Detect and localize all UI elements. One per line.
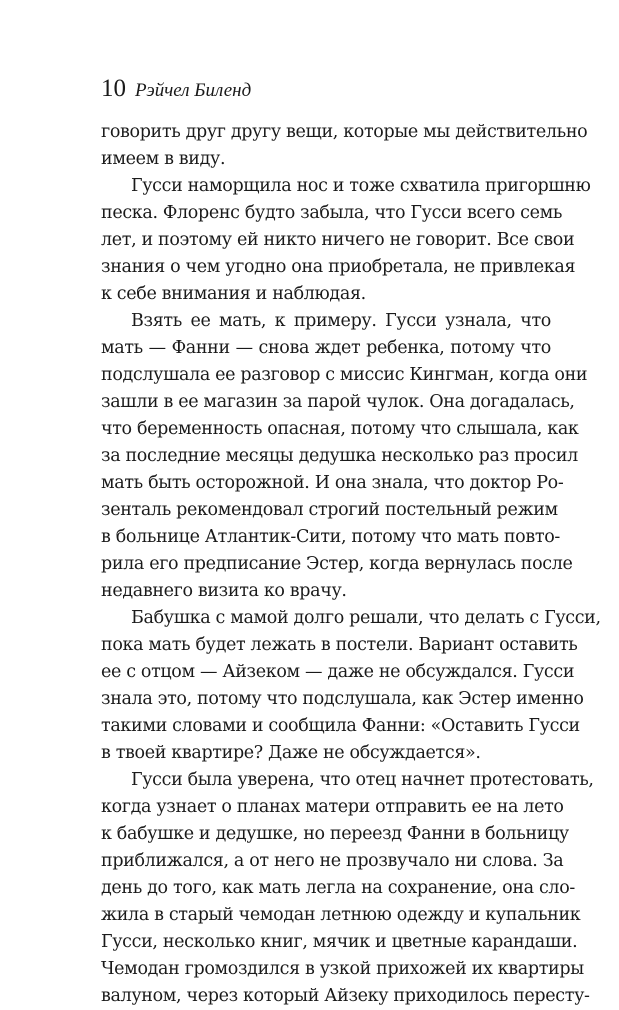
page-number: 10: [101, 75, 126, 102]
text-line: рила его предписание Эстер, когда вернулась после: [101, 554, 573, 574]
text-line: Гусси, несколько книг, мячик и цветные карандаши.: [101, 932, 578, 952]
text-line: жила в старый чемодан летнюю одежду и купальник: [101, 905, 581, 925]
body-text: [101, 119, 601, 1010]
text-line: говорить друг другу вещи, которые мы действительно: [101, 122, 588, 142]
text-line: ее с отцом — Айзеком — даже не обсуждался. Гусси: [101, 662, 575, 682]
paragraph-first-line: Гусси была уверена, что отец начнет протестовать,: [131, 770, 594, 790]
text-line: лет, и поэтому ей никто ничего не говорит. Все свои: [101, 230, 575, 250]
text-line: что беременность опасная, потому что слышала, как: [101, 419, 579, 439]
running-title: Рэйчел Биленд: [135, 80, 252, 101]
text-line: Чемодан громоздился в узкой прихожей их квартиры: [101, 959, 584, 979]
paragraph-first-line: Взять ее мать, к примеру. Гусси узнала, что: [131, 311, 551, 331]
text-line: к бабушке и дедушке, но переезд Фанни в больницу: [101, 824, 569, 844]
text-line: зенталь рекомендовал строгий постельный режим: [101, 500, 558, 520]
text-line: имеем в виду.: [101, 149, 226, 169]
text-line: недавнего визита ко врачу.: [101, 581, 347, 601]
text-line: знала это, потому что подслушала, как Эстер именно: [101, 689, 584, 709]
text-line: знания о чем угодно она приобретала, не привлекая: [101, 257, 576, 277]
text-line: мать — Фанни — снова ждет ребенка, потому что: [101, 338, 551, 358]
text-line: такими словами и сообщила Фанни: «Оставить Гусси: [101, 716, 580, 736]
text-line: приближался, а от него не прозвучало ни слова. За: [101, 851, 564, 871]
text-line: валуном, через который Айзеку приходилось пересту-: [101, 986, 590, 1006]
text-line: к себе внимания и наблюдая.: [101, 284, 366, 304]
text-line: пока мать будет лежать в постели. Вариант оставить: [101, 635, 578, 655]
text-line: когда узнает о планах матери отправить ее на лето: [101, 797, 564, 817]
text-line: за последние месяцы дедушка несколько раз просил: [101, 446, 578, 466]
text-line: песка. Флоренс будто забыла, что Гусси всего семь: [101, 203, 563, 223]
text-line: зашли в ее магазин за парой чулок. Она догадалась,: [101, 392, 575, 412]
text-line: день до того, как мать легла на сохранение, она сло-: [101, 878, 575, 898]
paragraph-first-line: Бабушка с мамой долго решали, что делать с Гусси,: [131, 608, 601, 628]
text-line: мать быть осторожной. И она знала, что доктор Ро-: [101, 473, 564, 493]
text-line: подслушала ее разговор с миссис Кингман, когда они: [101, 365, 588, 385]
text-line: в больнице Атлантик-Сити, потому что мать повто-: [101, 527, 560, 547]
paragraph-first-line: Гусси наморщила нос и тоже схватила пригоршню: [131, 176, 591, 196]
page-header: [101, 74, 251, 104]
text-line: в твоей квартире? Даже не обсуждается».: [101, 743, 481, 763]
